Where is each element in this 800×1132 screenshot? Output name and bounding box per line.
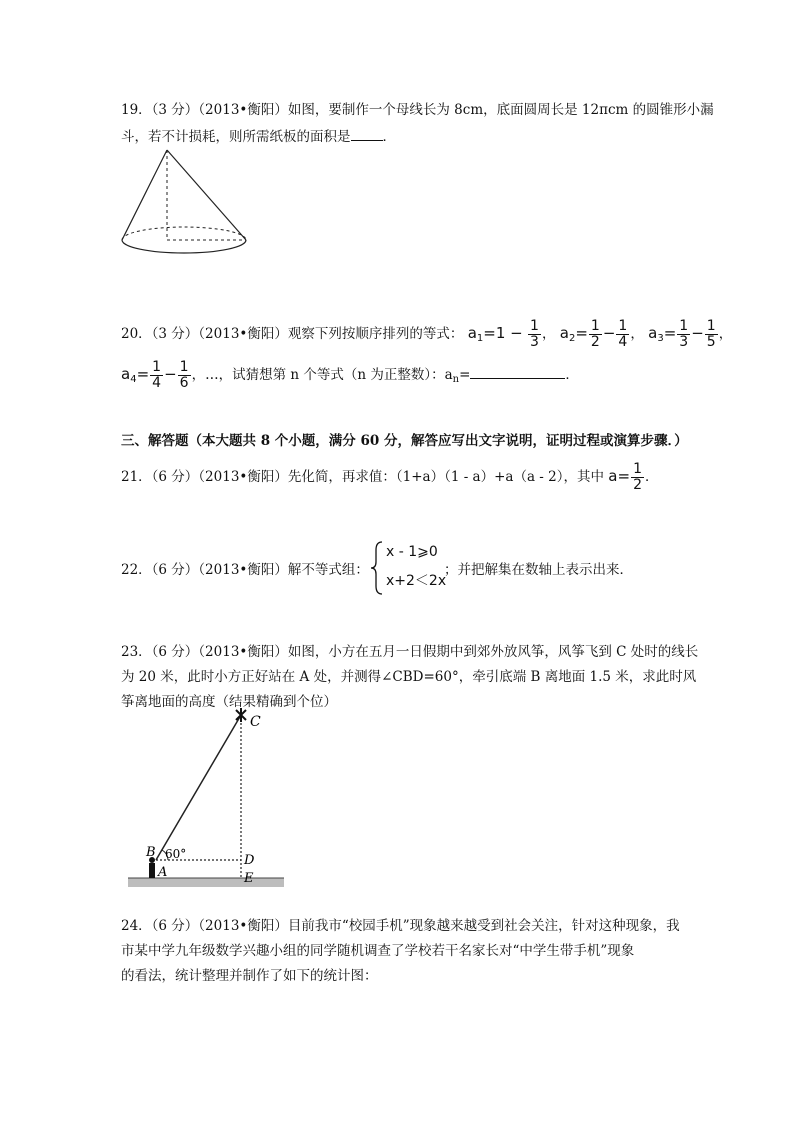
cone-figure — [118, 144, 258, 262]
q20-eq2: = — [459, 367, 471, 383]
fraction-1-6: $\frac{1}{6}$ — [179, 359, 189, 391]
kite-icon — [236, 708, 246, 722]
cone-left-slant — [122, 150, 167, 240]
inequality-2: x+2＜2x — [386, 573, 447, 589]
cone-right-slant — [167, 150, 246, 240]
q24-line3: 的看法，统计整理并制作了如下的统计图： — [121, 968, 378, 984]
q20-a3: $a_3=$ — [648, 324, 677, 344]
kite-string — [156, 715, 241, 860]
inequality-1: x - 1⩾0 — [386, 544, 438, 560]
q19-line1: 19．（3 分）（2013•衡阳）如图，要制作一个母线长为 8cm，底面圆周长是 12πcm 的圆锥形小漏 — [121, 102, 714, 118]
q19-line2-text: 斗，若不计损耗，则所需纸板的面积是 — [121, 129, 351, 145]
q20-a1: $a_1=1$ − — [467, 324, 523, 344]
q22-text: 22．（6 分）（2013•衡阳）解不等式组： — [121, 562, 369, 578]
q21-a-eq: a= — [608, 467, 631, 485]
fraction-1-2-q21: $\frac{1}{2}$ — [633, 461, 642, 493]
q20-a4: $a_4=$ — [121, 365, 150, 385]
fraction-1-2: $\frac{1}{2}$ — [590, 318, 600, 350]
label-a: A — [158, 865, 168, 880]
section3-heading: 三、解答题（本大题共 8 个小题，满分 60 分，解答应写出文字说明，证明过程或演算步骤．） — [121, 433, 688, 449]
cone-base-back — [122, 227, 246, 240]
q24-line1: 24．（6 分）（2013•衡阳）目前我市“校园手机”现象越来越受到社会关注，针对这种现象，我 — [121, 918, 680, 934]
q20-comma3: ， — [718, 326, 733, 342]
fraction-1-3: $\frac{1}{3}$ — [530, 318, 539, 350]
q20-comma2: ， — [630, 326, 644, 342]
label-b: B — [146, 845, 156, 860]
q20-minus4: − — [164, 365, 177, 383]
q23-line1: 23．（6 分）（2013•衡阳）如图，小方在五月一日假期中到郊外放风筝，风筝飞到 C 处时的线长 — [121, 644, 699, 660]
label-c: C — [250, 714, 261, 730]
q20-ellipsis: ，…，试猜想第 n 个等式（n 为正整数）：a — [191, 367, 453, 383]
left-brace-icon — [370, 540, 384, 596]
fraction-1-4b: $\frac{1}{4}$ — [152, 359, 162, 391]
label-d: D — [244, 853, 255, 868]
q21-end: ． — [644, 469, 659, 485]
fraction-1-3b: $\frac{1}{3}$ — [679, 318, 689, 350]
ground — [128, 878, 284, 887]
kite-figure — [118, 700, 298, 900]
q20-minus2: − — [602, 324, 616, 342]
q19-line2 — [121, 126, 396, 146]
q20-line1 — [121, 318, 732, 348]
label-angle: 60° — [165, 847, 187, 861]
fraction-1-5: $\frac{1}{5}$ — [706, 318, 716, 350]
person-icon — [149, 863, 155, 878]
cone-base-front — [122, 240, 246, 253]
q20-line2 — [121, 358, 579, 390]
q20-prefix: 20．（3 分）（2013•衡阳）观察下列按顺序排列的等式： — [121, 326, 464, 342]
q20-end: ． — [565, 367, 579, 383]
fraction-1-4: $\frac{1}{4}$ — [618, 318, 628, 350]
label-e: E — [244, 871, 254, 886]
q21-text: 21．（6 分）（2013•衡阳）先化简，再求值：（1+a）（1 - a）+a（a - 2），其中 — [121, 469, 609, 485]
q24-line2: 市某中学九年级数学兴趣小组的同学随机调查了学校若干名家长对“中学生带手机”现象 — [121, 943, 635, 959]
q23-line2: 为 20 米，此时小方正好站在 A 处，并测得∠CBD=60°，牵引底端 B 离地面 1.5 米，求此时风 — [121, 669, 697, 685]
q21-line — [121, 458, 658, 494]
q19-end: ． — [382, 129, 396, 145]
q20-comma1: ， — [541, 326, 556, 342]
answer-blank — [351, 126, 383, 141]
q23-line3: 筝离地面的高度（结果精确到个位） — [121, 694, 337, 710]
q20-a2: $a_2=$ — [559, 324, 588, 344]
q22-tail: ；并把解集在数轴上表示出来． — [444, 562, 633, 578]
answer-blank-q20 — [470, 364, 565, 379]
q20-minus3: − — [691, 324, 704, 342]
q20-sub-n: n — [452, 374, 460, 385]
